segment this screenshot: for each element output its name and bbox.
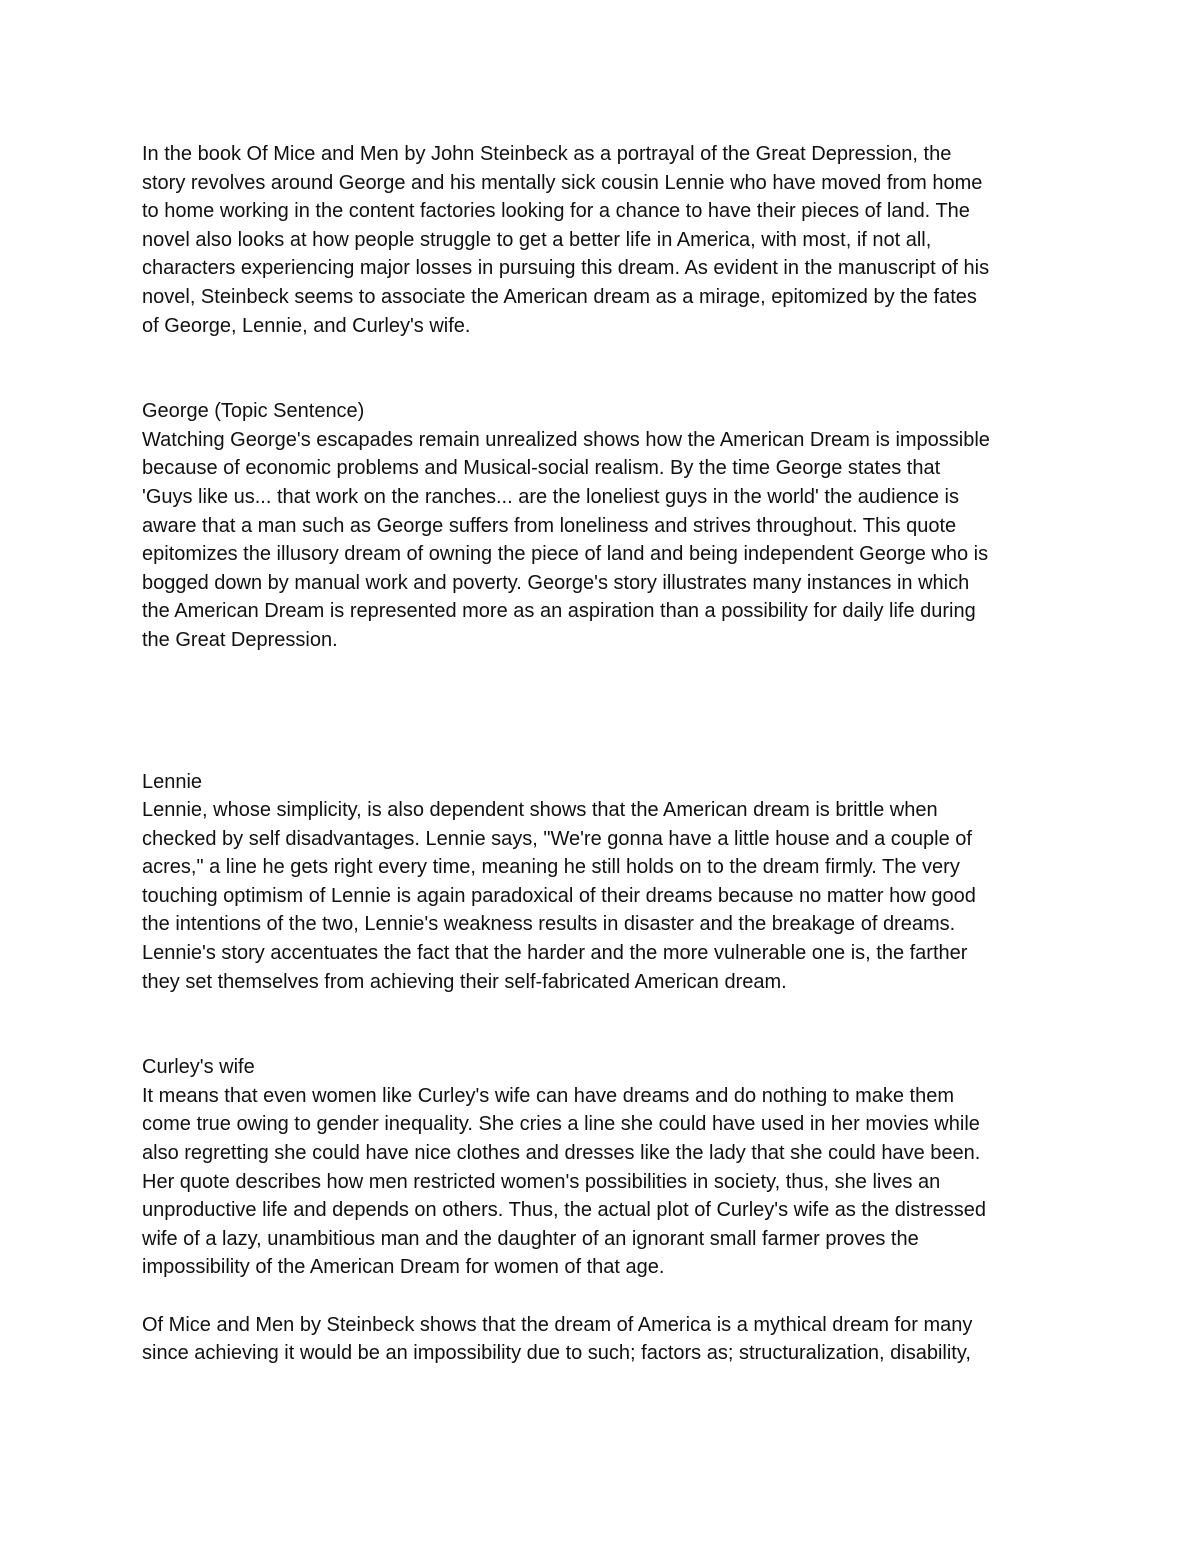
- text-line: the intentions of the two, Lennie's weakness results in disaster and the breakage of dreams.: [142, 913, 956, 936]
- spacer: [142, 340, 1072, 397]
- intro-paragraph: [142, 140, 1072, 340]
- text-line: novel, Steinbeck seems to associate the American dream as a mirage, epitomized by the fates: [142, 285, 977, 308]
- section-heading-curleys-wife: Curley's wife: [142, 1056, 255, 1079]
- conclusion-paragraph: [142, 1311, 1072, 1368]
- text-line: the Great Depression.: [142, 628, 338, 651]
- text-line: wife of a lazy, unambitious man and the daughter of an ignorant small farmer proves the: [142, 1227, 919, 1250]
- text-line: to home working in the content factories looking for a chance to have their pieces of land. The: [142, 200, 970, 223]
- text-line: bogged down by manual work and poverty. George's story illustrates many instances in which: [142, 571, 970, 594]
- text-line: Watching George's escapades remain unrealized shows how the American Dream is impossible: [142, 428, 990, 451]
- text-line: Lennie, whose simplicity, is also dependent shows that the American dream is brittle when: [142, 799, 938, 822]
- text-line: story revolves around George and his mentally sick cousin Lennie who have moved from home: [142, 171, 983, 194]
- text-line: checked by self disadvantages. Lennie says, "We're gonna have a little house and a couple of: [142, 827, 972, 850]
- text-line: In the book Of Mice and Men by John Steinbeck as a portrayal of the Great Depression, the: [142, 143, 952, 165]
- lennie-paragraph: [142, 768, 1072, 997]
- curleys-wife-paragraph: [142, 1053, 1072, 1282]
- text-line: because of economic problems and Musical-social realism. By the time George states that: [142, 457, 941, 480]
- george-paragraph: [142, 397, 1072, 654]
- text-line: also regretting she could have nice clothes and dresses like the lady that she could have been.: [142, 1142, 981, 1165]
- text-line: Her quote describes how men restricted women's possibilities in society, thus, she lives an: [142, 1170, 941, 1193]
- document-body: [142, 140, 1072, 1368]
- text-line: It means that even women like Curley's wife can have dreams and do nothing to make them: [142, 1084, 955, 1107]
- text-line: characters experiencing major losses in pursuing this dream. As evident in the manuscript of his: [142, 257, 990, 280]
- text-line: of George, Lennie, and Curley's wife.: [142, 314, 471, 337]
- text-line: since achieving it would be an impossibility due to such; factors as; structuralization, disability,: [142, 1342, 971, 1365]
- text-line: they set themselves from achieving their self-fabricated American dream.: [142, 970, 787, 993]
- text-line: the American Dream is represented more as an aspiration than a possibility for daily life during: [142, 600, 976, 623]
- text-line: impossibility of the American Dream for women of that age.: [142, 1256, 665, 1279]
- text-line: unproductive life and depends on others. Thus, the actual plot of Curley's wife as the distressed: [142, 1199, 986, 1222]
- spacer: [142, 1282, 1072, 1311]
- text-line: acres," a line he gets right every time, meaning he still holds on to the dream firmly. The very: [142, 856, 960, 879]
- text-line: Lennie's story accentuates the fact that the harder and the more vulnerable one is, the farther: [142, 942, 968, 965]
- spacer: [142, 996, 1072, 1053]
- section-heading-george: George (Topic Sentence): [142, 400, 365, 423]
- text-line: epitomizes the illusory dream of owning the piece of land and being independent George who is: [142, 543, 989, 566]
- spacer: [142, 655, 1072, 768]
- text-line: aware that a man such as George suffers from loneliness and strives throughout. This quote: [142, 514, 957, 537]
- text-line: Of Mice and Men by Steinbeck shows that the dream of America is a mythical dream for many: [142, 1313, 973, 1336]
- text-line: 'Guys like us... that work on the ranches... are the loneliest guys in the world' the audience is: [142, 485, 959, 508]
- text-line: come true owing to gender inequality. She cries a line she could have used in her movies while: [142, 1113, 980, 1136]
- text-line: touching optimism of Lennie is again paradoxical of their dreams because no matter how good: [142, 884, 976, 907]
- text-line: novel also looks at how people struggle to get a better life in America, with most, if not all,: [142, 228, 932, 251]
- section-heading-lennie: Lennie: [142, 770, 203, 793]
